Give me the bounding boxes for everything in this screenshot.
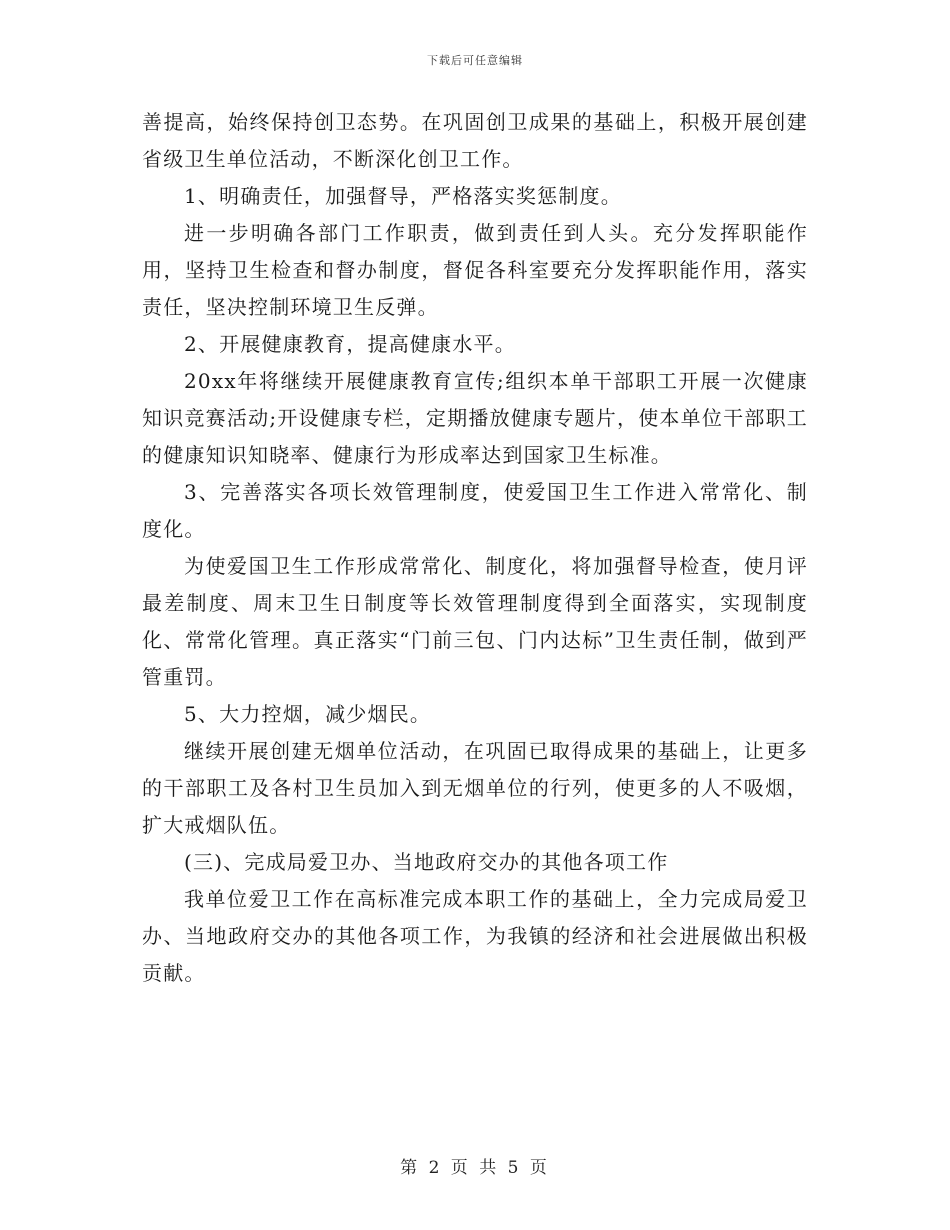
heading-item-2: 2、开展健康教育，提高健康水平。 [184,332,516,356]
paragraph-continuation: 善提高，始终保持创卫态势。在巩固创卫成果的基础上，积极开展创建省级卫生单位活动，不断深化创卫工作。 [142,110,808,171]
heading-item-1: 1、明确责任，加强督导，严格落实奖惩制度。 [184,184,622,208]
paragraph-responsibility: 进一步明确各部门工作职责，做到责任到人头。充分发挥职能作用，坚持卫生检查和督办制度，督促各科室要充分发挥职能作用，落实责任，坚决控制环境卫生反弹。 [142,221,808,319]
document-body [142,104,808,992]
paragraph-health-education: 20xx年将继续开展健康教育宣传;组织本单干部职工开展一次健康知识竞赛活动;开设健康专栏，定期播放健康专题片，使本单位干部职工的健康知识知晓率、健康行为形成率达到国家卫生标准。 [142,369,808,467]
paragraph-smoking-control: 继续开展创建无烟单位活动，在巩固已取得成果的基础上，让更多的干部职工及各村卫生员加入到无烟单位的行列，使更多的人不吸烟，扩大戒烟队伍。 [142,739,808,837]
heading-section-3: (三)、完成局爱卫办、当地政府交办的其他各项工作 [184,850,669,874]
header-note: 下载后可任意编辑 [427,54,523,67]
paragraph-other-tasks: 我单位爱卫工作在高标准完成本职工作的基础上，全力完成局爱卫办、当地政府交办的其他各项工作，为我镇的经济和社会进展做出积极贡献。 [142,887,808,985]
heading-item-5: 5、大力控烟，减少烟民。 [184,702,432,726]
paragraph-management-system: 为使爱国卫生工作形成常常化、制度化，将加强督导检查，使月评最差制度、周末卫生日制度等长效管理制度得到全面落实，实现制度化、常常化管理。真正落实“门前三包、门内达标”卫生责任制，做到严管重罚。 [142,554,808,689]
heading-item-3: 3、完善落实各项长效管理制度，使爱国卫生工作进入常常化、制度化。 [142,480,808,541]
page-number: 第 2 页 共 5 页 [400,1158,550,1178]
